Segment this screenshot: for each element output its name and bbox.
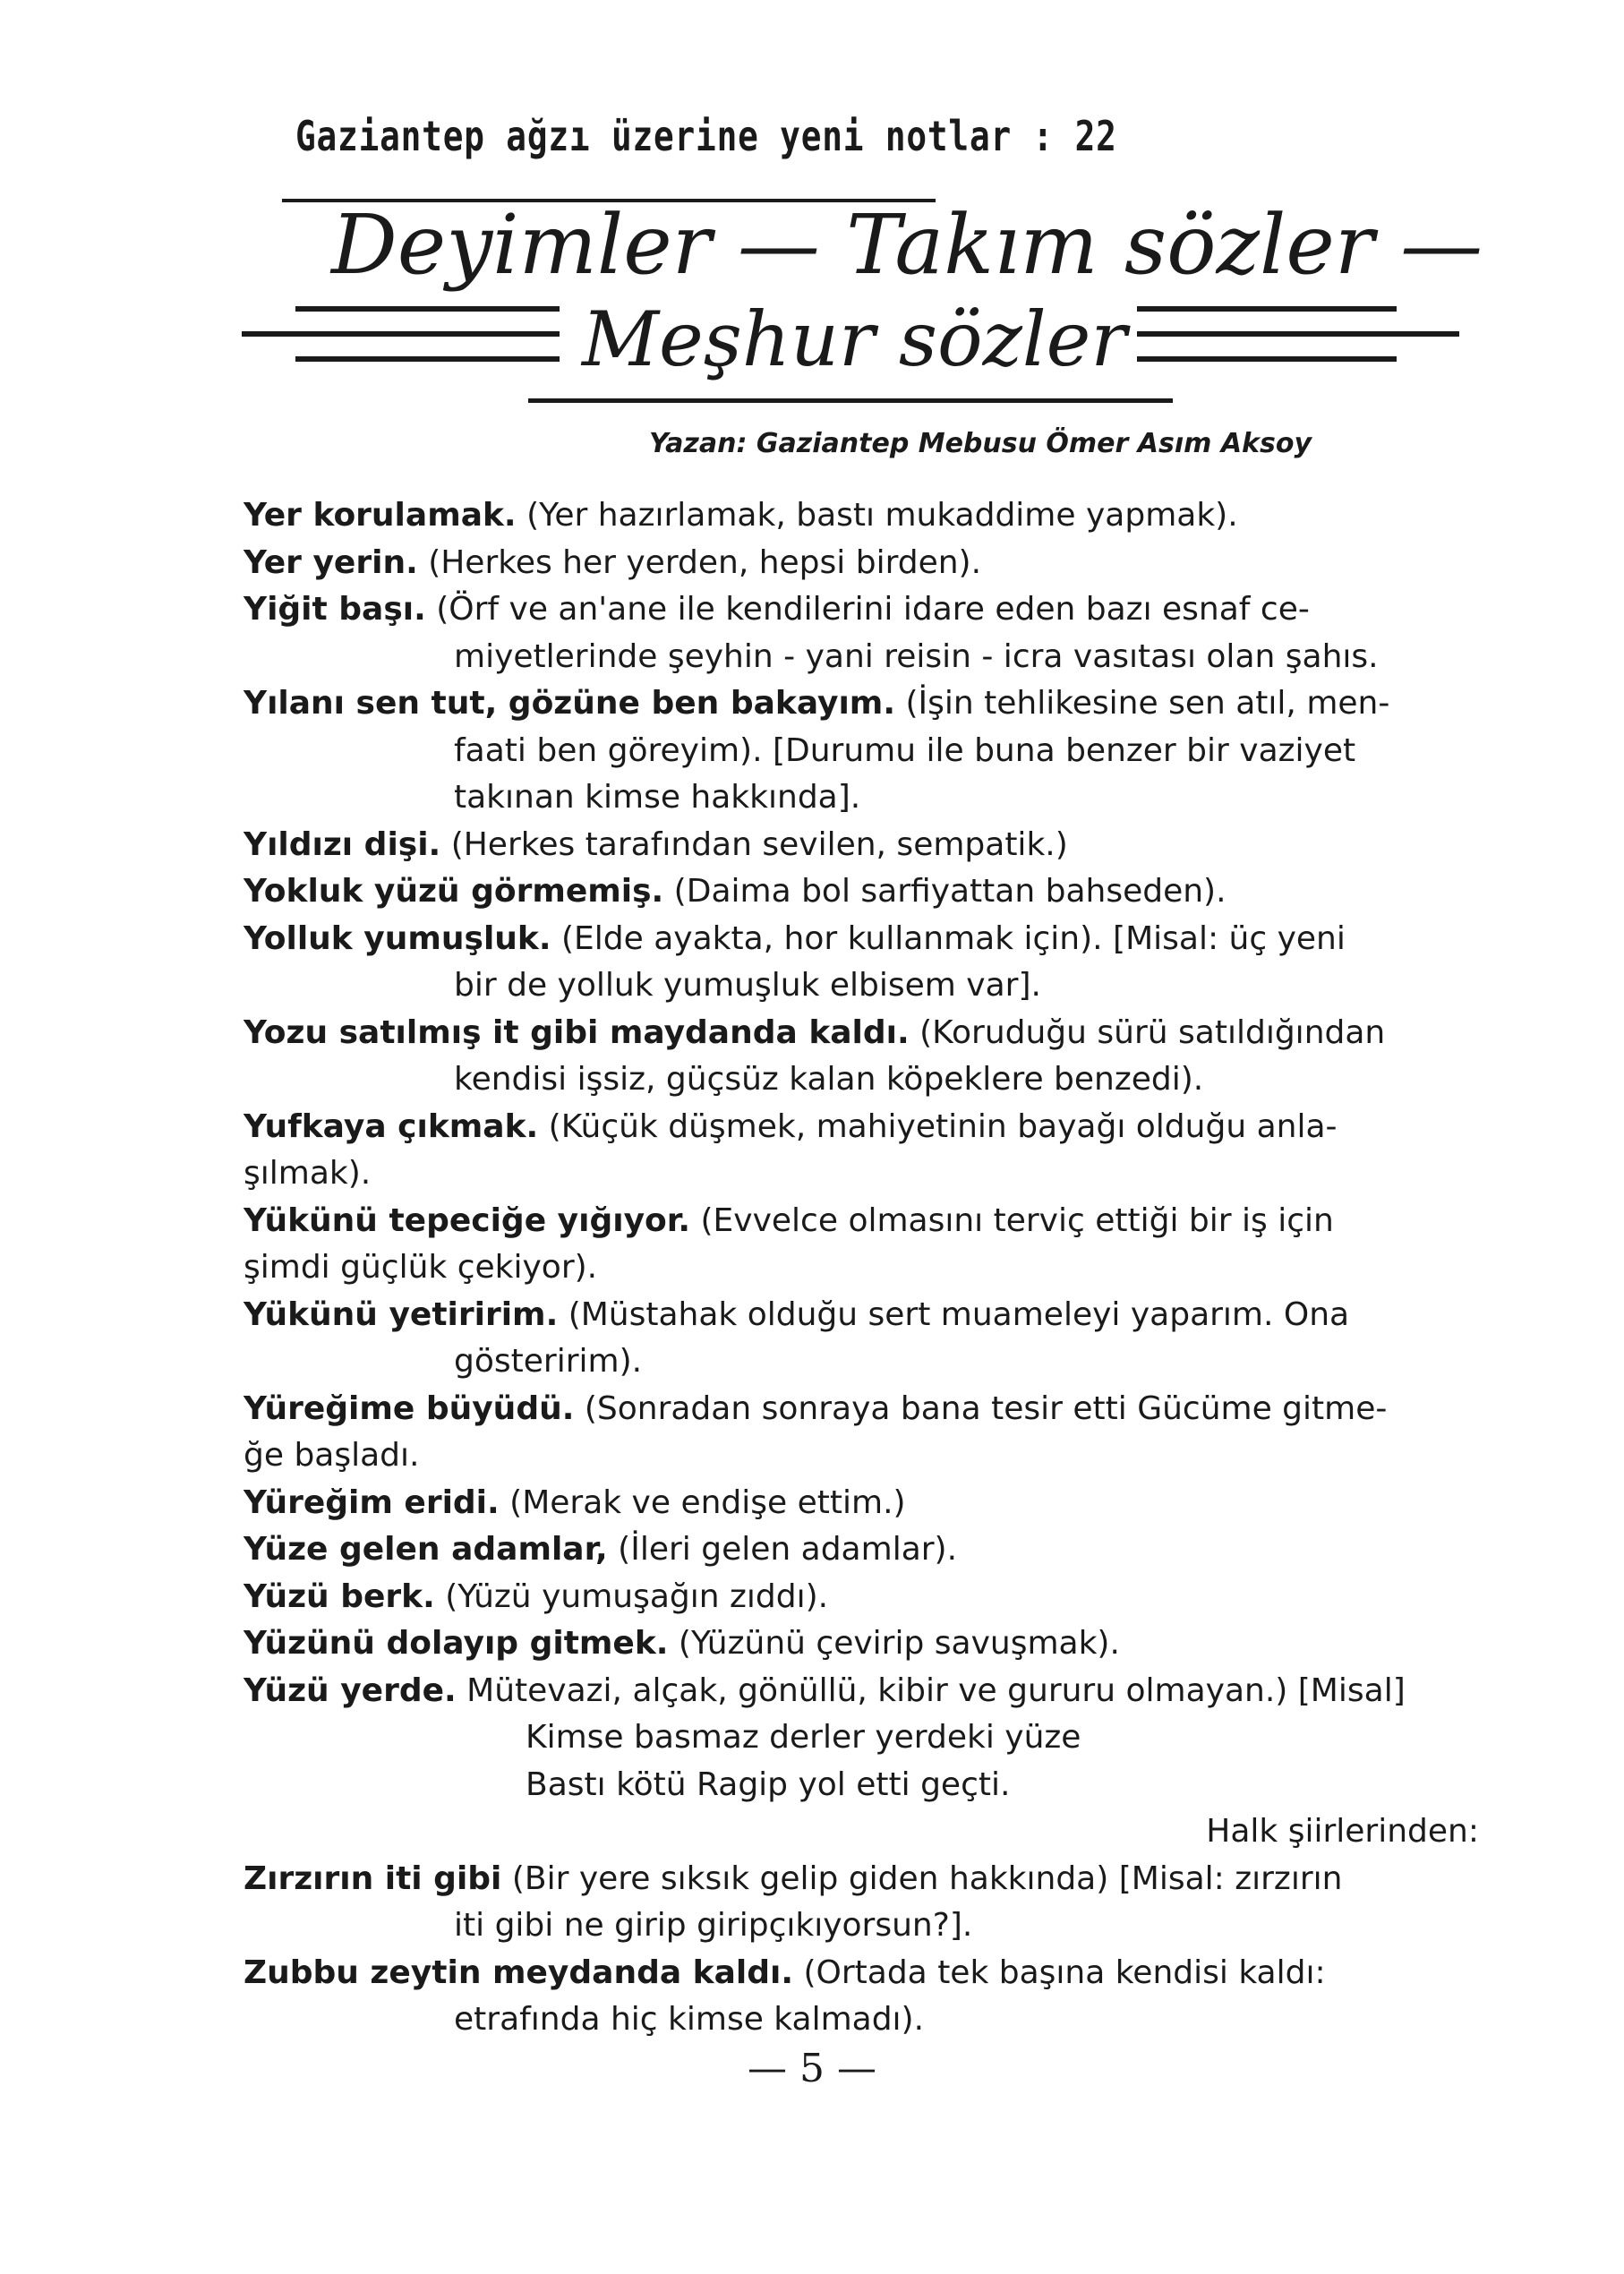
entry-line [244, 1620, 1515, 1668]
entry-headword: Yer yerin. [244, 543, 418, 581]
title-underline [528, 398, 1173, 403]
entry-headword: Yokluk yüzü görmemiş. [244, 873, 664, 910]
entry-continuation-line [244, 962, 1515, 1010]
entry-continuation-line [244, 1808, 1515, 1856]
entry-line [244, 916, 1515, 963]
entry-line [244, 1526, 1515, 1574]
entry-definition: miyetlerinde şeyhin - yani reisin - icra vasıtası olan şahıs. [454, 637, 1379, 675]
dictionary-entry [244, 868, 1515, 916]
entry-continuation-line [244, 774, 1515, 822]
entry-continuation-line [244, 1902, 1515, 1950]
entry-line [244, 680, 1515, 728]
entry-definition: (Yüzünü çevirip savuşmak). [668, 1625, 1120, 1662]
entry-definition: (İşin tehlikesine sen atıl, men- [895, 685, 1390, 722]
entry-list [244, 492, 1515, 2044]
series-heading: Gaziantep ağzı üzerine yeni notlar : 22 [295, 112, 1117, 160]
entry-definition: iti gibi ne girip giripçıkıyorsun?]. [454, 1907, 973, 1944]
entry-definition: etrafında hiç kimse kalmadı). [454, 2001, 925, 2038]
entry-definition: (Yer hazırlamak, bastı mukaddime yapmak). [516, 497, 1238, 534]
entry-definition: şılmak). [244, 1155, 372, 1192]
entry-continuation-line [244, 1056, 1515, 1104]
entry-definition: (Küçük düşmek, mahiyetinin bayağı olduğu anla- [538, 1107, 1338, 1145]
entry-definition: (Ortada tek başına kendisi kaldı: [793, 1953, 1326, 1991]
entry-headword: Yüzünü dolayıp gitmek. [244, 1625, 669, 1662]
dictionary-entry [244, 1620, 1515, 1668]
dictionary-entry [244, 1386, 1515, 1480]
entry-definition: (Sonradan sonraya bana tesir etti Gücüme gitme- [574, 1389, 1388, 1427]
entry-continuation-line [244, 1150, 1515, 1198]
entry-headword: Yer korulamak. [244, 497, 517, 534]
source-attribution: Halk şiirlerinden: [1206, 1813, 1479, 1850]
page-number: — 5 — [748, 2046, 876, 2091]
entry-headword: Yılanı sen tut, gözüne ben bakayım. [244, 685, 895, 722]
entry-headword: Yükünü tepeciğe yığıyor. [244, 1201, 691, 1239]
entry-definition: takınan kimse hakkında]. [454, 779, 861, 816]
entry-line [244, 492, 1515, 540]
entry-continuation-line [244, 1714, 1515, 1762]
entry-line [244, 586, 1515, 634]
entry-line [244, 1480, 1515, 1527]
entry-definition: ğe başladı. [244, 1437, 420, 1474]
entry-headword: Yüzü berk. [244, 1577, 435, 1615]
entry-line [244, 540, 1515, 587]
title-line-1: Deyimler — Takım sözler — [331, 197, 1483, 293]
dictionary-entry [244, 540, 1515, 587]
dictionary-entry [244, 1480, 1515, 1527]
entry-definition: (Koruduğu sürü satıldığından [909, 1013, 1386, 1051]
entry-continuation-line [244, 1762, 1515, 1809]
left-decor-rule-3 [295, 356, 560, 362]
entry-line [244, 1010, 1515, 1057]
entry-definition: (Örf ve an'ane ile kendilerini idare eden bazı esnaf ce- [425, 591, 1310, 628]
entry-line [244, 822, 1515, 869]
entry-headword: Yüreğim eridi. [244, 1483, 500, 1521]
left-decor-rule-2 [242, 331, 560, 337]
entry-line [244, 1574, 1515, 1621]
dictionary-entry [244, 1856, 1515, 1950]
entry-headword: Yolluk yumuşluk. [244, 919, 551, 957]
entry-definition: (Yüzü yumuşağın zıddı). [434, 1577, 829, 1615]
entry-definition: bir de yolluk yumuşluk elbisem var]. [454, 967, 1041, 1004]
entry-line [244, 1386, 1515, 1433]
entry-headword: Yüzü yerde. [244, 1671, 457, 1709]
entry-line [244, 868, 1515, 916]
entry-headword: Yozu satılmış it gibi maydanda kaldı. [244, 1013, 910, 1051]
dictionary-entry [244, 822, 1515, 869]
dictionary-entry [244, 916, 1515, 1010]
dictionary-entry [244, 1104, 1515, 1198]
entry-headword: Yiğit başı. [244, 591, 426, 628]
entry-line [244, 1104, 1515, 1151]
dictionary-entry [244, 1292, 1515, 1386]
entry-definition: kendisi işsiz, güçsüz kalan köpeklere benzedi). [454, 1061, 1204, 1098]
entry-headword: Yüze gelen adamlar, [244, 1531, 608, 1568]
entry-continuation-line [244, 728, 1515, 775]
entry-line [244, 1292, 1515, 1339]
entry-headword: Yıldızı dişi. [244, 825, 441, 863]
entry-headword: Yüreğime büyüdü. [244, 1389, 575, 1427]
dictionary-entry [244, 680, 1515, 822]
dictionary-entry [244, 1010, 1515, 1104]
entry-headword: Zubbu zeytin meydanda kaldı. [244, 1953, 794, 1991]
entry-line [244, 1668, 1515, 1715]
right-decor-rule-2 [1137, 331, 1459, 337]
entry-definition: (Herkes tarafından sevilen, sempatik.) [440, 825, 1068, 863]
dictionary-entry [244, 1198, 1515, 1292]
entry-line [244, 1856, 1515, 1903]
left-decor-rule-1 [295, 306, 560, 312]
dictionary-entry [244, 1526, 1515, 1574]
entry-continuation-line [244, 1244, 1515, 1292]
entry-continuation-line [244, 1432, 1515, 1480]
entry-definition: (İleri gelen adamlar). [607, 1531, 958, 1568]
dictionary-entry [244, 492, 1515, 540]
dictionary-entry [244, 1574, 1515, 1621]
title-line-2: Meşhur sözler [582, 295, 1127, 383]
entry-definition: gösteririm). [454, 1343, 643, 1380]
dictionary-entry [244, 586, 1515, 680]
entry-definition: (Müstahak olduğu sert muameleyi yaparım. Ona [558, 1295, 1350, 1333]
entry-line [244, 1950, 1515, 1997]
entry-definition: Mütevazi, alçak, gönüllü, kibir ve gururu olmayan.) [Misal] [456, 1671, 1406, 1709]
entry-definition: (Merak ve endişe ettim.) [499, 1483, 906, 1521]
entry-definition: (Elde ayakta, hor kullanmak için). [Misal: üç yeni [551, 919, 1346, 957]
entry-definition: (Daima bol sarfiyattan bahseden). [663, 873, 1227, 910]
entry-headword: Zırzırın iti gibi [244, 1859, 502, 1897]
entry-continuation-line [244, 1996, 1515, 2044]
entry-definition: (Evvelce olmasını terviç ettiği bir iş için [690, 1201, 1334, 1239]
dictionary-entry [244, 1668, 1515, 1856]
dictionary-entry [244, 1950, 1515, 2044]
entry-continuation-line [244, 634, 1515, 681]
entry-continuation-line [244, 1338, 1515, 1386]
right-decor-rule-3 [1137, 356, 1397, 362]
entry-definition: (Herkes her yerden, hepsi birden). [417, 543, 982, 581]
entry-headword: Yükünü yetiririm. [244, 1295, 559, 1333]
verse-line: Bastı kötü Ragip yol etti geçti. [526, 1765, 1011, 1803]
verse-line: Kimse basmaz derler yerdeki yüze [526, 1719, 1081, 1756]
entry-definition: şimdi güçlük çekiyor). [244, 1249, 598, 1286]
entry-definition: faati ben göreyim). [Durumu ile buna benzer bir vaziyet [454, 731, 1356, 769]
author-line: Yazan: Gaziantep Mebusu Ömer Asım Aksoy [649, 428, 1312, 459]
entry-definition: (Bir yere sıksık gelip giden hakkında) [Misal: zırzırın [501, 1859, 1343, 1897]
entry-headword: Yufkaya çıkmak. [244, 1107, 539, 1145]
entry-line [244, 1198, 1515, 1245]
right-decor-rule-1 [1137, 306, 1397, 312]
